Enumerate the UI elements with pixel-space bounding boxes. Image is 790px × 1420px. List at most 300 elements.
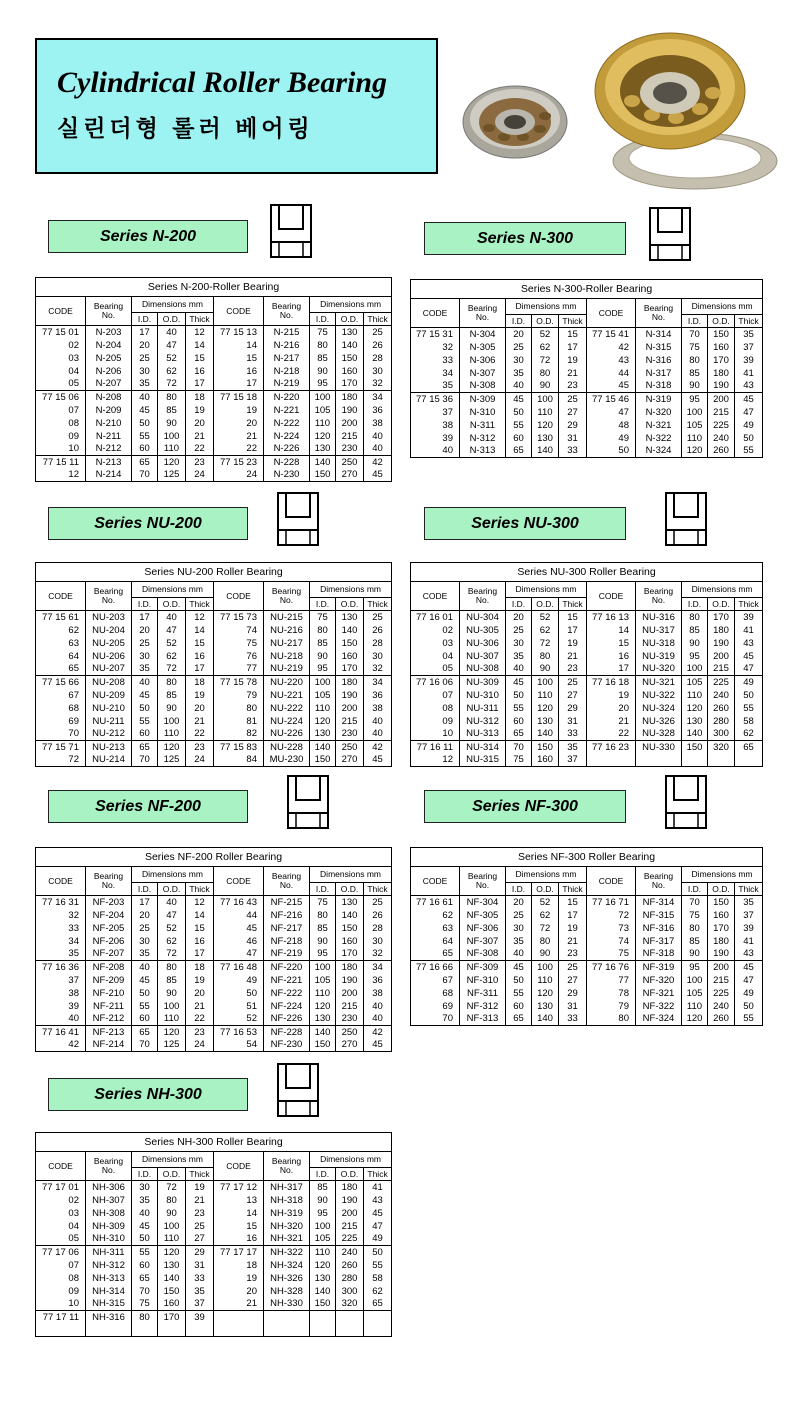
thick-cell: 21: [186, 1000, 214, 1013]
code-cell: 34: [36, 935, 86, 948]
thick-cell: 27: [559, 689, 587, 702]
od-cell: 160: [708, 909, 735, 922]
code-cell: 77 16 31: [36, 896, 86, 909]
id-cell: 75: [506, 754, 532, 767]
table-title: Series NF-300 Roller Bearing: [411, 848, 763, 867]
thick-cell: 25: [364, 326, 392, 339]
col-header-id: I.D.: [310, 598, 336, 611]
code-cell: 75: [214, 637, 264, 650]
col-header-code: CODE: [36, 867, 86, 896]
bearing-no-cell: NU-315: [460, 754, 506, 767]
od-cell: 190: [336, 404, 364, 417]
col-header-thick: Thick: [735, 883, 763, 896]
thick-cell: 29: [559, 987, 587, 1000]
od-cell: 170: [708, 611, 735, 624]
thick-cell: 25: [559, 676, 587, 689]
id-cell: 130: [682, 715, 708, 728]
od-cell: 85: [158, 974, 186, 987]
od-cell: 110: [532, 974, 559, 987]
thick-cell: 15: [559, 896, 587, 909]
id-cell: 65: [132, 456, 158, 469]
col-header-id: I.D.: [682, 883, 708, 896]
bearing-no-cell: NF-207: [86, 948, 132, 961]
thick-cell: 14: [186, 339, 214, 352]
col-header-id: I.D.: [132, 1168, 158, 1181]
bearing-cross-section-icon: [268, 202, 314, 265]
code-cell: 63: [411, 922, 460, 935]
bearing-no-cell: NU-312: [460, 715, 506, 728]
bearing-no-cell: NF-314: [636, 896, 682, 909]
od-cell: 170: [708, 922, 735, 935]
bearing-no-cell: NU-217: [264, 637, 310, 650]
table-row: [411, 974, 763, 987]
col-header-code: CODE: [587, 299, 636, 328]
od-cell: 85: [158, 404, 186, 417]
thick-cell: 21: [186, 430, 214, 443]
thick-cell: 45: [364, 1039, 392, 1052]
od-cell: 270: [336, 469, 364, 482]
col-header-code: CODE: [411, 582, 460, 611]
od-cell: 240: [708, 432, 735, 445]
bearing-no-cell: NU-207: [86, 663, 132, 676]
id-cell: 90: [310, 935, 336, 948]
thick-cell: 42: [364, 741, 392, 754]
table-row: [36, 715, 392, 728]
thick-cell: 37: [735, 341, 763, 354]
bearing-photo-small: [463, 86, 567, 158]
col-header-dimensions: Dimensions mm: [132, 297, 214, 313]
od-cell: 160: [708, 341, 735, 354]
bearing-no-cell: N-217: [264, 352, 310, 365]
thick-cell: 41: [735, 935, 763, 948]
id-cell: 120: [682, 1013, 708, 1026]
col-header-thick: Thick: [186, 1168, 214, 1181]
code-cell: 38: [36, 987, 86, 1000]
od-cell: 100: [158, 1000, 186, 1013]
bearing-no-cell: NU-218: [264, 650, 310, 663]
bearing-no-cell: NF-316: [636, 922, 682, 935]
table-row: [36, 1039, 392, 1052]
thick-cell: 15: [186, 922, 214, 935]
bearing-no-cell: N-313: [460, 445, 506, 458]
table-row: [36, 728, 392, 741]
thick-cell: 37: [735, 909, 763, 922]
id-cell: 85: [310, 1181, 336, 1194]
bearing-no-cell: N-213: [86, 456, 132, 469]
table-row: [411, 328, 763, 341]
thick-cell: 25: [559, 393, 587, 406]
thick-cell: 58: [735, 715, 763, 728]
od-cell: 130: [336, 896, 364, 909]
bearing-no-cell: NF-203: [86, 896, 132, 909]
thick-cell: 37: [559, 754, 587, 767]
id-cell: 20: [506, 896, 532, 909]
col-header-bearing-no: Bearing No.: [264, 582, 310, 611]
thick-cell: 40: [364, 1013, 392, 1026]
bearing-no-cell: NF-219: [264, 948, 310, 961]
code-cell: 77 15 11: [36, 456, 86, 469]
od-cell: 225: [708, 676, 735, 689]
bearing-no-cell: NF-321: [636, 987, 682, 1000]
code-cell: 39: [36, 1000, 86, 1013]
code-cell: [214, 1324, 264, 1337]
code-cell: 14: [587, 624, 636, 637]
od-cell: 125: [158, 469, 186, 482]
col-header-od: O.D.: [708, 315, 735, 328]
id-cell: 35: [506, 367, 532, 380]
od-cell: 120: [532, 702, 559, 715]
code-cell: 50: [587, 445, 636, 458]
bearing-no-cell: NF-308: [460, 948, 506, 961]
series-badge-label: Series NU-200: [94, 514, 202, 532]
thick-cell: 17: [186, 378, 214, 391]
code-cell: 77 15 61: [36, 611, 86, 624]
id-cell: 105: [310, 974, 336, 987]
id-cell: 35: [132, 1194, 158, 1207]
bearing-no-cell: NF-324: [636, 1013, 682, 1026]
col-header-od: O.D.: [532, 883, 559, 896]
col-header-code: CODE: [214, 867, 264, 896]
bearing-no-cell: N-214: [86, 469, 132, 482]
bearing-no-cell: N-221: [264, 404, 310, 417]
code-cell: 20: [587, 702, 636, 715]
od-cell: 225: [708, 419, 735, 432]
bearing-no-cell: N-319: [636, 393, 682, 406]
id-cell: 65: [132, 1026, 158, 1039]
thick-cell: 35: [186, 1285, 214, 1298]
id-cell: 105: [310, 1233, 336, 1246]
bearing-no-cell: NU-216: [264, 624, 310, 637]
code-cell: 02: [411, 624, 460, 637]
bearing-no-cell: NU-305: [460, 624, 506, 637]
col-header-od: O.D.: [336, 1168, 364, 1181]
thick-cell: 35: [559, 741, 587, 754]
thick-cell: 17: [559, 624, 587, 637]
thick-cell: 28: [364, 922, 392, 935]
id-cell: 105: [682, 987, 708, 1000]
col-header-thick: Thick: [186, 598, 214, 611]
id-cell: 30: [132, 935, 158, 948]
od-cell: 160: [336, 365, 364, 378]
bearing-no-cell: N-211: [86, 430, 132, 443]
code-cell: 77 16 53: [214, 1026, 264, 1039]
bearing-no-cell: NH-306: [86, 1181, 132, 1194]
col-header-thick: Thick: [559, 883, 587, 896]
od-cell: 90: [532, 380, 559, 393]
id-cell: [310, 1324, 336, 1337]
id-cell: 55: [132, 430, 158, 443]
code-cell: 77 16 41: [36, 1026, 86, 1039]
code-cell: 77 17 06: [36, 1246, 86, 1259]
id-cell: 95: [310, 663, 336, 676]
table-series-nf-300: [410, 847, 763, 1026]
bearing-no-cell: NF-205: [86, 922, 132, 935]
table-row: [411, 1013, 763, 1026]
bearing-no-cell: NH-326: [264, 1272, 310, 1285]
bearing-no-cell: NH-310: [86, 1233, 132, 1246]
code-cell: 63: [36, 637, 86, 650]
table-row: [411, 354, 763, 367]
bearing-no-cell: NF-317: [636, 935, 682, 948]
table-row: [36, 1013, 392, 1026]
series-badge-nu200: [48, 507, 248, 540]
bearing-no-cell: N-212: [86, 443, 132, 456]
table-row: [411, 702, 763, 715]
id-cell: 95: [310, 1207, 336, 1220]
code-cell: 77 15 83: [214, 741, 264, 754]
thick-cell: 19: [559, 354, 587, 367]
id-cell: 40: [132, 391, 158, 404]
table-row: [36, 404, 392, 417]
series-badge-label: Series N-200: [99, 227, 197, 245]
od-cell: 72: [532, 354, 559, 367]
thick-cell: 19: [186, 974, 214, 987]
code-cell: 40: [36, 1013, 86, 1026]
code-cell: 22: [214, 443, 264, 456]
bearing-no-cell: NF-222: [264, 987, 310, 1000]
thick-cell: 26: [364, 909, 392, 922]
od-cell: 260: [708, 445, 735, 458]
bearing-photos: [445, 15, 785, 190]
series-badge-n200: [48, 220, 248, 253]
bearing-cross-section-icon: [663, 490, 709, 553]
od-cell: 140: [158, 1272, 186, 1285]
bearing-no-cell: NH-321: [264, 1233, 310, 1246]
code-cell: 44: [214, 909, 264, 922]
thick-cell: 23: [559, 948, 587, 961]
code-cell: 64: [411, 935, 460, 948]
id-cell: 150: [310, 469, 336, 482]
od-cell: 90: [158, 987, 186, 1000]
code-cell: 43: [587, 354, 636, 367]
col-header-bearing-no: Bearing No.: [86, 867, 132, 896]
code-cell: 77 16 36: [36, 961, 86, 974]
id-cell: 17: [132, 896, 158, 909]
table-row: [36, 1272, 392, 1285]
table-title: Series N-300-Roller Bearing: [411, 280, 763, 299]
bearing-no-cell: [264, 1324, 310, 1337]
bearing-no-cell: N-207: [86, 378, 132, 391]
thick-cell: 20: [186, 987, 214, 1000]
id-cell: 90: [310, 365, 336, 378]
thick-cell: 28: [364, 637, 392, 650]
table-row: [36, 339, 392, 352]
code-cell: 77 16 06: [411, 676, 460, 689]
thick-cell: 47: [735, 663, 763, 676]
thick-cell: 19: [186, 689, 214, 702]
od-cell: 170: [336, 378, 364, 391]
thick-cell: 55: [735, 1013, 763, 1026]
id-cell: 85: [310, 922, 336, 935]
thick-cell: 21: [559, 650, 587, 663]
series-badge-label: Series NF-200: [95, 797, 201, 815]
od-cell: 120: [532, 419, 559, 432]
od-cell: 47: [158, 624, 186, 637]
bearing-no-cell: NU-304: [460, 611, 506, 624]
code-cell: 80: [214, 702, 264, 715]
id-cell: 100: [682, 974, 708, 987]
table-row: [36, 624, 392, 637]
id-cell: 30: [132, 650, 158, 663]
code-cell: 15: [214, 1220, 264, 1233]
col-header-code: CODE: [214, 1152, 264, 1181]
col-header-dimensions: Dimensions mm: [506, 582, 587, 598]
thick-cell: [735, 754, 763, 767]
od-cell: 120: [158, 1026, 186, 1039]
id-cell: 35: [506, 650, 532, 663]
id-cell: 60: [132, 1259, 158, 1272]
bearing-no-cell: NU-320: [636, 663, 682, 676]
id-cell: 140: [310, 741, 336, 754]
bearing-no-cell: NF-312: [460, 1000, 506, 1013]
bearing-no-cell: NH-318: [264, 1194, 310, 1207]
table-row: [36, 676, 392, 689]
table-row: [36, 987, 392, 1000]
table-row: [36, 1285, 392, 1298]
id-cell: 140: [682, 728, 708, 741]
col-header-code: CODE: [411, 867, 460, 896]
col-header-bearing-no: Bearing No.: [636, 582, 682, 611]
code-cell: 10: [36, 443, 86, 456]
thick-cell: 55: [364, 1259, 392, 1272]
table-row: [36, 1220, 392, 1233]
table-row: [411, 987, 763, 1000]
id-cell: 55: [132, 1246, 158, 1259]
code-cell: 05: [411, 663, 460, 676]
thick-cell: 45: [735, 650, 763, 663]
thick-cell: 45: [364, 469, 392, 482]
table-row: [36, 961, 392, 974]
table-row: [36, 974, 392, 987]
thick-cell: 22: [186, 1013, 214, 1026]
id-cell: 120: [682, 445, 708, 458]
code-cell: 77 16 71: [587, 896, 636, 909]
thick-cell: 38: [364, 417, 392, 430]
col-header-bearing-no: Bearing No.: [86, 297, 132, 326]
od-cell: 215: [336, 1000, 364, 1013]
bearing-no-cell: NU-319: [636, 650, 682, 663]
id-cell: 110: [310, 417, 336, 430]
table-row: [411, 676, 763, 689]
id-cell: 55: [506, 987, 532, 1000]
thick-cell: [364, 1311, 392, 1324]
code-cell: 68: [411, 987, 460, 1000]
od-cell: 160: [336, 650, 364, 663]
col-header-thick: Thick: [559, 315, 587, 328]
thick-cell: 14: [186, 909, 214, 922]
thick-cell: 24: [186, 1039, 214, 1052]
id-cell: 60: [506, 1000, 532, 1013]
thick-cell: 35: [735, 896, 763, 909]
bearing-no-cell: NF-214: [86, 1039, 132, 1052]
table-row: [36, 391, 392, 404]
thick-cell: 40: [364, 443, 392, 456]
thick-cell: 65: [364, 1298, 392, 1311]
bearing-no-cell: NU-215: [264, 611, 310, 624]
od-cell: 110: [158, 443, 186, 456]
bearing-no-cell: NU-220: [264, 676, 310, 689]
col-header-dimensions: Dimensions mm: [506, 867, 587, 883]
col-header-id: I.D.: [310, 1168, 336, 1181]
code-cell: 77 17 01: [36, 1181, 86, 1194]
bearing-no-cell: NF-216: [264, 909, 310, 922]
bearing-no-cell: [636, 754, 682, 767]
od-cell: 200: [708, 650, 735, 663]
id-cell: 80: [682, 354, 708, 367]
id-cell: 60: [506, 715, 532, 728]
bearing-no-cell: NU-313: [460, 728, 506, 741]
bearing-no-cell: NF-226: [264, 1013, 310, 1026]
bearing-no-cell: N-310: [460, 406, 506, 419]
bearing-no-cell: NU-318: [636, 637, 682, 650]
code-cell: 09: [36, 1285, 86, 1298]
bearing-no-cell: NU-306: [460, 637, 506, 650]
series-badge-label: Series NF-300: [472, 797, 578, 815]
id-cell: 75: [682, 341, 708, 354]
code-cell: 77 15 41: [587, 328, 636, 341]
bearing-no-cell: NU-226: [264, 728, 310, 741]
bearing-no-cell: NU-321: [636, 676, 682, 689]
code-cell: 77 17 12: [214, 1181, 264, 1194]
col-header-od: O.D.: [532, 598, 559, 611]
code-cell: 42: [36, 1039, 86, 1052]
od-cell: 280: [708, 715, 735, 728]
bearing-no-cell: N-322: [636, 432, 682, 445]
thick-cell: 43: [735, 637, 763, 650]
thick-cell: 27: [186, 1233, 214, 1246]
series-badge-nf200: [48, 790, 248, 823]
id-cell: [310, 1311, 336, 1324]
bearing-no-cell: NF-204: [86, 909, 132, 922]
od-cell: 47: [158, 339, 186, 352]
od-cell: 72: [158, 663, 186, 676]
col-header-thick: Thick: [559, 598, 587, 611]
bearing-photo-large: [595, 33, 745, 149]
bearing-no-cell: NF-208: [86, 961, 132, 974]
id-cell: 80: [310, 339, 336, 352]
table-row: [411, 445, 763, 458]
thick-cell: 50: [735, 1000, 763, 1013]
bearing-no-cell: NF-215: [264, 896, 310, 909]
table-row: [411, 611, 763, 624]
thick-cell: 42: [364, 1026, 392, 1039]
code-cell: 67: [36, 689, 86, 702]
id-cell: 60: [132, 728, 158, 741]
od-cell: 260: [708, 702, 735, 715]
table-row: [36, 1233, 392, 1246]
thick-cell: 21: [559, 367, 587, 380]
table-row: [411, 624, 763, 637]
thick-cell: 23: [559, 380, 587, 393]
id-cell: 60: [132, 1013, 158, 1026]
code-cell: 32: [411, 341, 460, 354]
bearing-no-cell: NU-210: [86, 702, 132, 715]
id-cell: 65: [506, 445, 532, 458]
od-cell: 52: [532, 896, 559, 909]
od-cell: 150: [336, 637, 364, 650]
table-row: [36, 1181, 392, 1194]
table-row: [36, 650, 392, 663]
od-cell: 190: [708, 948, 735, 961]
bearing-no-cell: NU-326: [636, 715, 682, 728]
od-cell: 190: [336, 1194, 364, 1207]
table-row: [411, 637, 763, 650]
od-cell: 40: [158, 896, 186, 909]
code-cell: 77 16 11: [411, 741, 460, 754]
col-header-dimensions: Dimensions mm: [310, 297, 392, 313]
table-row: [411, 663, 763, 676]
thick-cell: 17: [186, 663, 214, 676]
